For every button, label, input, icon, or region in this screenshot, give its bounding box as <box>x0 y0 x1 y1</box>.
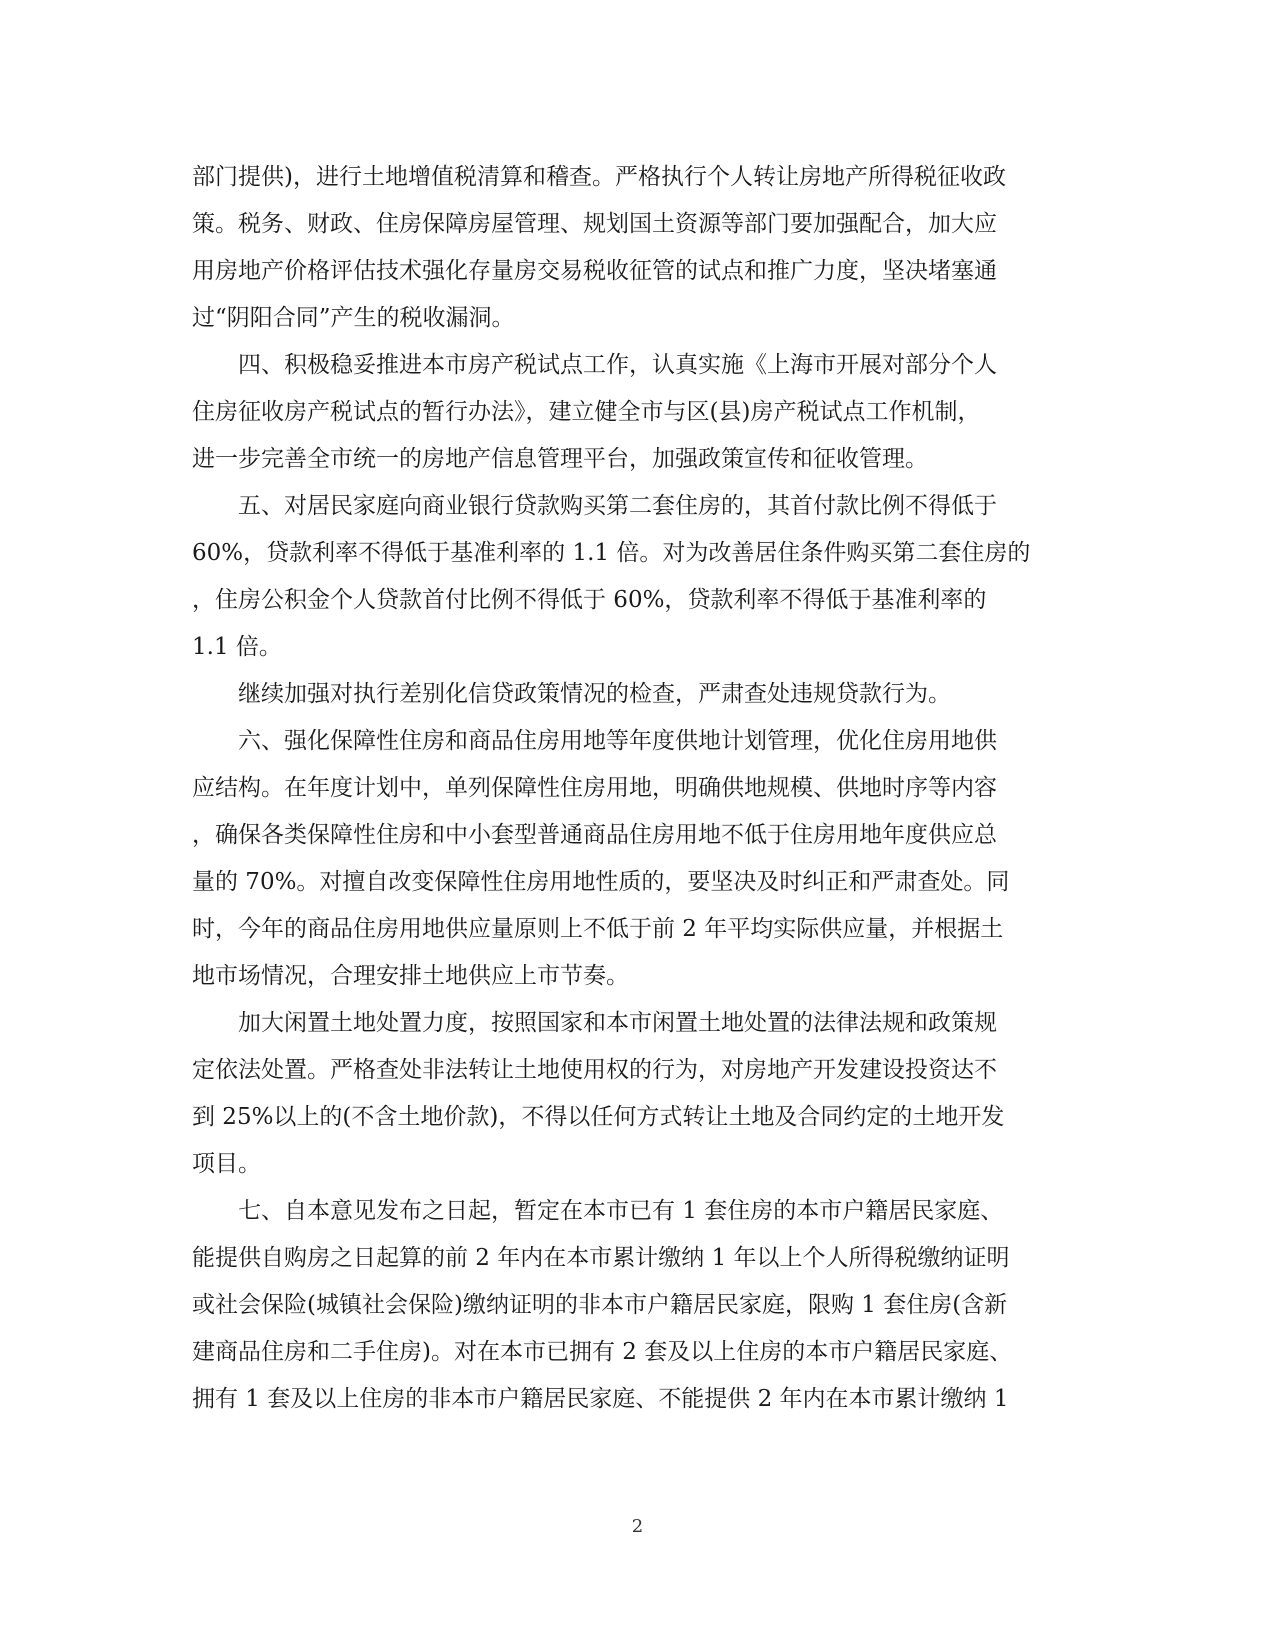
text-line-22: 项目。 <box>192 1151 261 1177</box>
text-line-7: 进一步完善全市统一的房地产信息管理平台，加强政策宣传和征收管理。 <box>192 446 928 472</box>
text-line-4: 过“阴阳合同”产生的税收漏洞。 <box>192 305 515 331</box>
text-line-5: 四、积极稳妥推进本市房产税试点工作，认真实施《上海市开展对部分个人 <box>238 352 997 378</box>
text-line-19: 加大闲置土地处置力度，按照国家和本市闲置土地处置的法律法规和政策规 <box>238 1010 997 1036</box>
text-line-3: 用房地产价格评估技术强化存量房交易税收征管的试点和推广力度，坚决堵塞通 <box>192 258 997 284</box>
text-line-15: ，确保各类保障性住房和中小套型普通商品住房用地不低于住房用地年度供应总 <box>192 822 997 848</box>
text-line-12: 继续加强对执行差别化信贷政策情况的检查，严肃查处违规贷款行为。 <box>238 681 951 707</box>
text-line-18: 地市场情况，合理安排土地供应上市节奏。 <box>192 963 629 989</box>
text-line-6: 住房征收房产税试点的暂行办法》，建立健全市与区(县)房产税试点工作机制， <box>192 399 981 425</box>
text-line-9: 60%，贷款利率不得低于基准利率的 1.1 倍。对为改善居住条件购买第二套住房的 <box>192 540 1031 566</box>
text-line-25: 或社会保险(城镇社会保险)缴纳证明的非本市户籍居民家庭，限购 1 套住房(含新 <box>192 1292 1008 1318</box>
text-line-23: 七、自本意见发布之日起，暂定在本市已有 1 套住房的本市户籍居民家庭、 <box>238 1198 1004 1224</box>
body-text <box>192 154 1070 1423</box>
text-line-21: 到 25%以上的(不含土地价款)，不得以任何方式转让土地及合同约定的土地开发 <box>192 1104 1005 1130</box>
text-line-14: 应结构。在年度计划中，单列保障性住房用地，明确供地规模、供地时序等内容 <box>192 775 997 801</box>
page-number: 2 <box>631 1516 644 1537</box>
text-line-16: 量的 70%。对擅自改变保障性住房用地性质的，要坚决及时纠正和严肃查处。同 <box>192 869 1010 895</box>
text-line-8: 五、对居民家庭向商业银行贷款购买第二套住房的，其首付款比例不得低于 <box>238 493 997 519</box>
text-line-1: 部门提供)，进行土地增值税清算和稽查。严格执行个人转让房地产所得税征收政 <box>192 164 1006 190</box>
text-line-13: 六、强化保障性住房和商品住房用地等年度供地计划管理，优化住房用地供 <box>238 728 997 754</box>
text-line-20: 定依法处置。严格查处非法转让土地使用权的行为，对房地产开发建设投资达不 <box>192 1057 997 1083</box>
text-line-24: 能提供自购房之日起算的前 2 年内在本市累计缴纳 1 年以上个人所得税缴纳证明 <box>192 1245 1010 1271</box>
text-line-11: 1.1 倍。 <box>192 634 282 660</box>
text-line-10: ，住房公积金个人贷款首付比例不得低于 60%，贷款利率不得低于基准利率的 <box>192 587 987 613</box>
text-line-17: 时，今年的商品住房用地供应量原则上不低于前 2 年平均实际供应量，并根据土 <box>192 916 1004 942</box>
text-line-27: 拥有 1 套及以上住房的非本市户籍居民家庭、不能提供 2 年内在本市累计缴纳 1 <box>192 1386 1009 1412</box>
text-line-26: 建商品住房和二手住房)。对在本市已拥有 2 套及以上住房的本市户籍居民家庭、 <box>192 1339 1013 1365</box>
text-line-2: 策。税务、财政、住房保障房屋管理、规划国土资源等部门要加强配合，加大应 <box>192 211 997 237</box>
